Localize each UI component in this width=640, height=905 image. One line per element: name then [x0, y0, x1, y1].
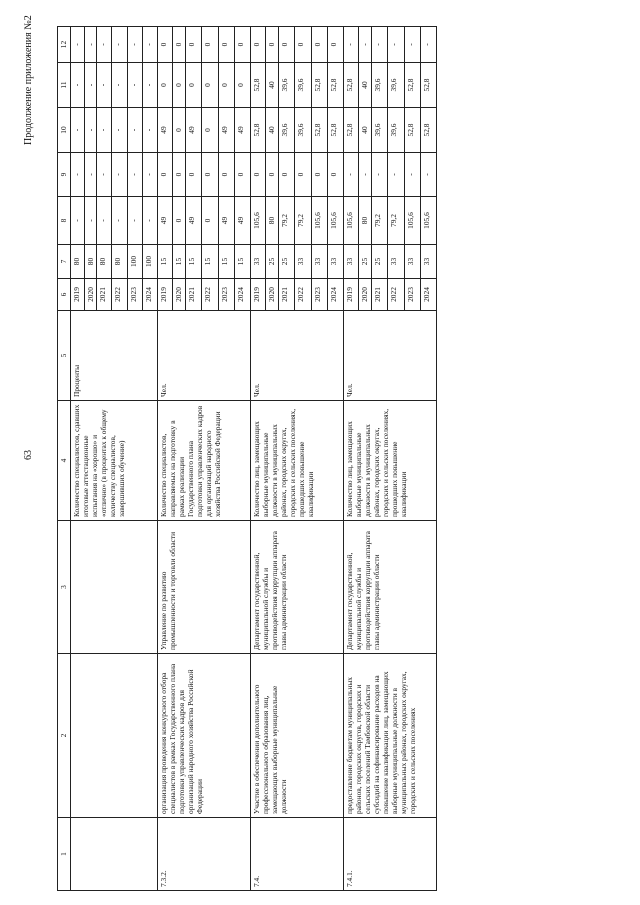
- value-cell: 49: [219, 108, 235, 153]
- value-cell: -: [372, 153, 388, 197]
- value-cell: 40: [359, 63, 372, 108]
- header-cell: 11: [58, 63, 71, 108]
- value-cell: -: [143, 27, 158, 63]
- value-cell: -: [128, 27, 143, 63]
- item-executor: Управление по развитию промышленности и торговли области: [158, 521, 251, 654]
- header-cell: 12: [58, 27, 71, 63]
- continuation-note: Продолжение приложения №2: [23, 15, 34, 145]
- year-cell: 2024: [143, 279, 158, 311]
- value-cell: 49: [235, 197, 251, 245]
- value-cell: -: [85, 108, 97, 153]
- value-cell: 0: [295, 153, 312, 197]
- year-cell: 2019: [251, 279, 266, 311]
- value-cell: -: [143, 197, 158, 245]
- table-row: [71, 27, 85, 891]
- year-cell: 2020: [359, 279, 372, 311]
- value-cell: -: [405, 27, 421, 63]
- item-name: организация проведения конкурсного отбора специалистов в рамках Государственного плана подготовки управленческих кадров для организаций народного хозяйства Российской Федерации: [158, 654, 251, 818]
- value-cell: -: [112, 197, 128, 245]
- year-cell: 2023: [312, 279, 328, 311]
- value-cell: 0: [312, 153, 328, 197]
- year-cell: 2021: [279, 279, 295, 311]
- year-cell: 2019: [344, 279, 359, 311]
- value-cell: -: [97, 108, 112, 153]
- value-cell: 0: [173, 108, 186, 153]
- item-executor: Департамент государственной, муниципальной службы и противодействия коррупции аппарата главы администрации области: [251, 521, 344, 654]
- year-cell: 2023: [405, 279, 421, 311]
- value-cell: 0: [235, 153, 251, 197]
- year-cell: 2022: [202, 279, 219, 311]
- item-unit: Чел.: [344, 311, 437, 401]
- value-cell: -: [405, 153, 421, 197]
- value-cell: 0: [279, 153, 295, 197]
- header-cell: 9: [58, 153, 71, 197]
- item-number: 7.4.: [251, 818, 344, 891]
- header-cell: 2: [58, 654, 71, 818]
- value-cell: 52,8: [328, 63, 344, 108]
- header-cell: 3: [58, 521, 71, 654]
- value-cell: 49: [186, 108, 202, 153]
- value-cell: 0: [219, 63, 235, 108]
- value-cell: 52,8: [251, 108, 266, 153]
- value-cell: 39,6: [279, 108, 295, 153]
- value-cell: -: [128, 153, 143, 197]
- value-cell: 52,8: [312, 63, 328, 108]
- value-cell: -: [128, 197, 143, 245]
- item-number: 7.4.1.: [344, 818, 437, 891]
- value-cell: 79,2: [372, 197, 388, 245]
- year-cell: 2024: [421, 279, 437, 311]
- value-cell: 15: [219, 245, 235, 279]
- value-cell: -: [421, 153, 437, 197]
- value-cell: 39,6: [295, 63, 312, 108]
- value-cell: 0: [173, 63, 186, 108]
- value-cell: 39,6: [295, 108, 312, 153]
- value-cell: 25: [266, 245, 279, 279]
- value-cell: -: [143, 63, 158, 108]
- value-cell: 105,6: [405, 197, 421, 245]
- value-cell: 15: [202, 245, 219, 279]
- value-cell: 15: [235, 245, 251, 279]
- value-cell: -: [359, 153, 372, 197]
- value-cell: 80: [85, 245, 97, 279]
- value-cell: 33: [388, 245, 405, 279]
- value-cell: -: [71, 27, 85, 63]
- item-indicator: Количество специалистов, направляемых на подготовку в рамках реализации Государственного плана подготовки управленческих кадров для организаций народного хозяйства Российской Федерации: [158, 401, 251, 521]
- program-table: [57, 26, 437, 891]
- value-cell: 0: [173, 197, 186, 245]
- year-cell: 2020: [85, 279, 97, 311]
- value-cell: -: [97, 63, 112, 108]
- year-cell: 2021: [186, 279, 202, 311]
- value-cell: 0: [186, 153, 202, 197]
- value-cell: 33: [328, 245, 344, 279]
- value-cell: 39,6: [388, 63, 405, 108]
- value-cell: -: [112, 153, 128, 197]
- year-cell: 2020: [266, 279, 279, 311]
- header-row: [58, 27, 71, 891]
- year-cell: 2021: [372, 279, 388, 311]
- value-cell: -: [71, 63, 85, 108]
- value-cell: -: [71, 108, 85, 153]
- value-cell: -: [344, 153, 359, 197]
- value-cell: 39,6: [372, 63, 388, 108]
- year-cell: 2024: [235, 279, 251, 311]
- value-cell: 80: [112, 245, 128, 279]
- value-cell: 0: [235, 63, 251, 108]
- header-cell: 6: [58, 279, 71, 311]
- value-cell: -: [128, 108, 143, 153]
- year-cell: 2024: [328, 279, 344, 311]
- item-name: Участие в обеспечении дополнительного профессионального образования лиц, замещающих выборные муниципальные должности: [251, 654, 344, 818]
- item-executor: Департамент государственной, муниципальной службы и противодействия коррупции аппарата главы администрации области: [344, 521, 437, 654]
- value-cell: 39,6: [388, 108, 405, 153]
- value-cell: -: [97, 197, 112, 245]
- item-executor: [71, 521, 158, 654]
- value-cell: 0: [328, 27, 344, 63]
- value-cell: 0: [295, 27, 312, 63]
- value-cell: -: [85, 153, 97, 197]
- year-cell: 2022: [295, 279, 312, 311]
- value-cell: 52,8: [251, 63, 266, 108]
- value-cell: 0: [186, 27, 202, 63]
- value-cell: 0: [158, 27, 173, 63]
- value-cell: 0: [202, 153, 219, 197]
- value-cell: -: [71, 153, 85, 197]
- value-cell: 52,8: [328, 108, 344, 153]
- value-cell: 52,8: [421, 108, 437, 153]
- value-cell: -: [112, 108, 128, 153]
- value-cell: 49: [158, 108, 173, 153]
- item-name: предоставление бюджетам муниципальных районов, городских округов, городских и сельских поселений Тамбовской области субсидий на софинансирование расходов на повышение квалификации лиц, замещающих выборные муниципальные должности в муниципальных районах, городских округах, городских и сельских поселениях: [344, 654, 437, 818]
- value-cell: 79,2: [279, 197, 295, 245]
- item-indicator: Количество лиц, замещающих выборные муниципальные должности в муниципальных районах, городских округах, городских и сельских поселениях, прошедших повышение квалификации: [251, 401, 344, 521]
- item-name: [71, 654, 158, 818]
- year-cell: 2021: [97, 279, 112, 311]
- value-cell: 52,8: [312, 108, 328, 153]
- value-cell: 25: [359, 245, 372, 279]
- value-cell: 52,8: [421, 63, 437, 108]
- value-cell: -: [359, 27, 372, 63]
- item-indicator: Количество лиц, замещающих выборные муниципальные должности в муниципальных районах, городских округах, городских и сельских поселениях, прошедших повышение квалификации: [344, 401, 437, 521]
- value-cell: 105,6: [328, 197, 344, 245]
- header-cell: 7: [58, 245, 71, 279]
- value-cell: 79,2: [295, 197, 312, 245]
- value-cell: -: [85, 197, 97, 245]
- item-number: [71, 818, 158, 891]
- value-cell: 52,8: [344, 63, 359, 108]
- value-cell: -: [85, 63, 97, 108]
- value-cell: 0: [173, 153, 186, 197]
- value-cell: -: [85, 27, 97, 63]
- value-cell: 105,6: [344, 197, 359, 245]
- value-cell: 100: [143, 245, 158, 279]
- value-cell: 0: [251, 27, 266, 63]
- value-cell: -: [143, 108, 158, 153]
- value-cell: 39,6: [279, 63, 295, 108]
- table-row: [158, 27, 173, 891]
- year-cell: 2022: [112, 279, 128, 311]
- value-cell: 52,8: [405, 108, 421, 153]
- value-cell: 40: [359, 108, 372, 153]
- value-cell: -: [388, 27, 405, 63]
- header-cell: 8: [58, 197, 71, 245]
- value-cell: -: [112, 27, 128, 63]
- value-cell: 0: [219, 27, 235, 63]
- table-row: [344, 27, 359, 891]
- year-cell: 2019: [158, 279, 173, 311]
- value-cell: 40: [266, 108, 279, 153]
- item-unit: Чел.: [251, 311, 344, 401]
- value-cell: 49: [186, 197, 202, 245]
- value-cell: 79,2: [388, 197, 405, 245]
- value-cell: 0: [173, 27, 186, 63]
- value-cell: 33: [405, 245, 421, 279]
- value-cell: 0: [279, 27, 295, 63]
- item-unit: Чел.: [158, 311, 251, 401]
- value-cell: 105,6: [251, 197, 266, 245]
- header-cell: 1: [58, 818, 71, 891]
- value-cell: 0: [202, 197, 219, 245]
- table-row: [251, 27, 266, 891]
- item-number: 7.3.2.: [158, 818, 251, 891]
- value-cell: 0: [235, 27, 251, 63]
- value-cell: 0: [266, 153, 279, 197]
- value-cell: -: [344, 27, 359, 63]
- value-cell: 33: [344, 245, 359, 279]
- value-cell: 0: [202, 27, 219, 63]
- value-cell: -: [71, 197, 85, 245]
- year-cell: 2023: [219, 279, 235, 311]
- value-cell: -: [97, 153, 112, 197]
- value-cell: 25: [279, 245, 295, 279]
- value-cell: 15: [186, 245, 202, 279]
- value-cell: 33: [421, 245, 437, 279]
- value-cell: 0: [158, 153, 173, 197]
- header-cell: 5: [58, 311, 71, 401]
- value-cell: 49: [158, 197, 173, 245]
- item-indicator: Количество специалистов, сдавших итоговые аттестационные испытания на «хорошо» и «отлично» (в процентах к общему количеству специалистов, завершивших обучение): [71, 401, 158, 521]
- value-cell: 39,6: [372, 108, 388, 153]
- year-cell: 2022: [388, 279, 405, 311]
- value-cell: 15: [158, 245, 173, 279]
- value-cell: 0: [158, 63, 173, 108]
- value-cell: 80: [359, 197, 372, 245]
- header-cell: 4: [58, 401, 71, 521]
- item-unit: Проценты: [71, 311, 158, 401]
- year-cell: 2023: [128, 279, 143, 311]
- value-cell: -: [421, 27, 437, 63]
- value-cell: 15: [173, 245, 186, 279]
- header-cell: 10: [58, 108, 71, 153]
- value-cell: 49: [235, 108, 251, 153]
- value-cell: 0: [328, 153, 344, 197]
- value-cell: 0: [219, 153, 235, 197]
- year-cell: 2020: [173, 279, 186, 311]
- value-cell: 105,6: [421, 197, 437, 245]
- value-cell: -: [128, 63, 143, 108]
- value-cell: 100: [128, 245, 143, 279]
- value-cell: 80: [71, 245, 85, 279]
- value-cell: 33: [295, 245, 312, 279]
- value-cell: -: [97, 27, 112, 63]
- value-cell: 25: [372, 245, 388, 279]
- value-cell: 33: [312, 245, 328, 279]
- year-cell: 2019: [71, 279, 85, 311]
- page-number: 63: [23, 450, 34, 460]
- value-cell: 0: [202, 63, 219, 108]
- value-cell: 0: [312, 27, 328, 63]
- value-cell: 80: [266, 197, 279, 245]
- value-cell: 105,6: [312, 197, 328, 245]
- value-cell: 80: [97, 245, 112, 279]
- value-cell: -: [143, 153, 158, 197]
- value-cell: 0: [186, 63, 202, 108]
- value-cell: 52,8: [405, 63, 421, 108]
- value-cell: -: [388, 153, 405, 197]
- value-cell: 40: [266, 63, 279, 108]
- value-cell: -: [112, 63, 128, 108]
- value-cell: 0: [251, 153, 266, 197]
- value-cell: 49: [219, 197, 235, 245]
- value-cell: -: [372, 27, 388, 63]
- value-cell: 0: [266, 27, 279, 63]
- value-cell: 33: [251, 245, 266, 279]
- value-cell: 52,8: [344, 108, 359, 153]
- value-cell: 0: [202, 108, 219, 153]
